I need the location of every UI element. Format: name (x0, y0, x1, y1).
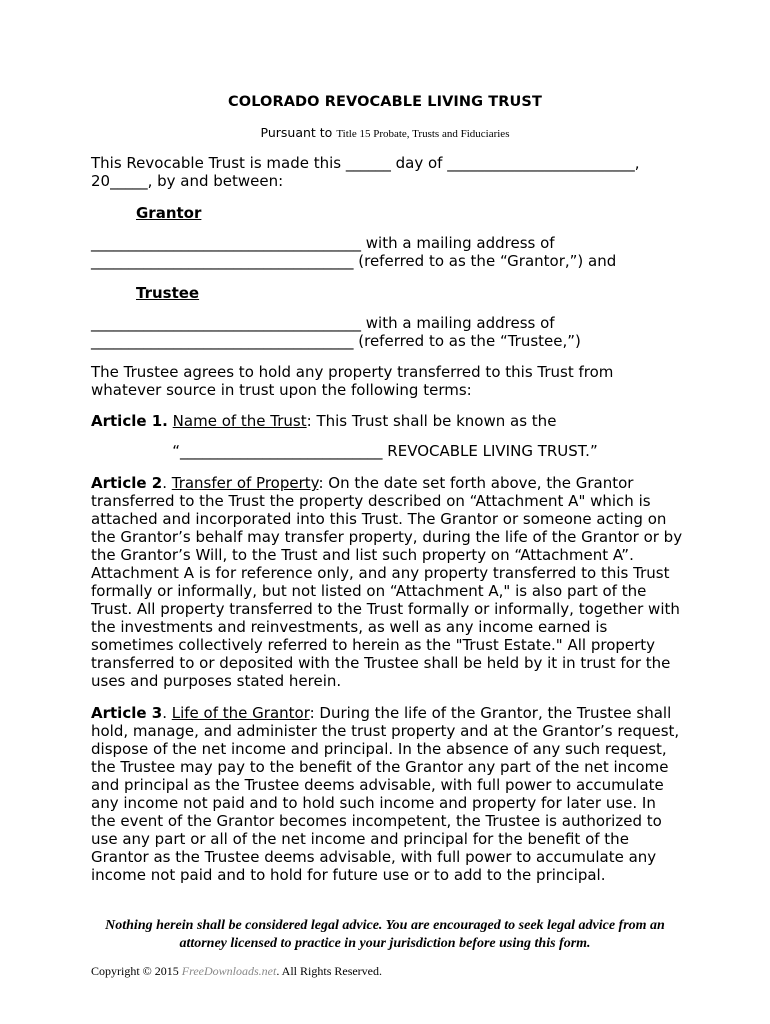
copyright-tail: . All Rights Reserved. (276, 964, 383, 978)
article-3-label: Article 3 (91, 704, 163, 722)
grantor-line-1: ____________________________________ with a mailing address of (91, 234, 555, 252)
article-2-heading: Transfer of Property (171, 474, 319, 492)
trustee-line-1: ____________________________________ with a mailing address of (91, 314, 555, 332)
article-1-label: Article 1. (91, 412, 168, 430)
article-1-text: : This Trust shall be known as the (306, 412, 557, 430)
article-2: Article 2. Transfer of Property: On the date set forth above, the Grantor transferred to the Trust the property described on “Attachment A" which is attached and incorporated into this Trust. The Grantor or someone acting on the Grantor’s behalf may transfer property, during the life of the Grantor or by the Grantor’s Will, to the Trust and list such property on “Attachment A”. Attachment A is for reference only, and any property transferred to this Trust formally or informally, but not listed on “Attachment A," is also part of the Trust. All property transferred to the Trust formally or informally, together with the investments and reinvestments, as well as any income earned is sometimes collectively referred to herein as the "Trust Estate." All property transferred to or deposited with the Trustee shall be held by it in trust for the uses and purposes stated herein. (91, 474, 683, 690)
subtitle-lead: Pursuant to (260, 125, 333, 140)
intro-line-2: 20_____, by and between: (91, 172, 284, 190)
agreement-paragraph: The Trustee agrees to hold any property transferred to this Trust from whatever source in trust upon the following terms: (91, 363, 614, 399)
copyright-notice (91, 964, 382, 979)
grantor-line-2: ___________________________________ (referred to as the “Grantor,”) and (91, 252, 617, 270)
article-2-label: Article 2 (91, 474, 163, 492)
document-subtitle (0, 125, 770, 140)
grantor-block (91, 234, 685, 270)
intro-line-1: This Revocable Trust is made this ______ day of _________________________, (91, 154, 640, 172)
article-3-text: : During the life of the Grantor, the Trustee shall hold, manage, and administer the trust property and at the Grantor’s request, dispose of the net income and principal. In the absence of any such request, the Trustee may pay to the benefit of the Grantor any part of the net income and principal as the Trustee deems advisable, with full power to accumulate any income not paid and to hold such income and property for later use. In the event of the Grantor becomes incompetent, the Trustee is authorized to use any part or all of the net income and principal for the benefit of the Grantor as the Trustee deems advisable, with full power to accumulate any income not paid and to hold for future use or to add to the principal. (91, 704, 680, 884)
trustee-line-2: ___________________________________ (referred to as the “Trustee,”) (91, 332, 581, 350)
intro-paragraph (91, 154, 685, 190)
grantor-heading: Grantor (136, 204, 202, 222)
article-1-heading: Name of the Trust (172, 412, 307, 430)
trustee-heading: Trustee (136, 284, 200, 302)
copyright-link[interactable]: FreeDownloads.net (181, 964, 277, 978)
article-3: Article 3. Life of the Grantor: During the life of the Grantor, the Trustee shall hold, manage, and administer the trust property and at the Grantor’s request, dispose of the net income and principal. In the absence of any such request, the Trustee may pay to the benefit of the Grantor any part of the net income and principal as the Trustee deems advisable, with full power to accumulate any income not paid and to hold such income and property for later use. In the event of the Grantor becomes incompetent, the Trustee is authorized to use any part or all of the net income and principal for the benefit of the Grantor as the Trustee deems advisable, with full power to accumulate any income not paid and to hold for future use or to add to the principal. (91, 704, 680, 884)
subtitle-law: Title 15 Probate, Trusts and Fiduciaries (336, 128, 510, 140)
trust-name-line: “___________________________ REVOCABLE LIVING TRUST.” (172, 442, 598, 460)
article-2-text: : On the date set forth above, the Grantor transferred to the Trust the property described on “Attachment A" which is attached and incorporated into this Trust. The Grantor or someone acting on the Grantor’s behalf may transfer property, during the life of the Grantor or by the Grantor’s Will, to the Trust and list such property on “Attachment A”. Attachment A is for reference only, and any property transferred to this Trust formally or informally, but not listed on “Attachment A," is also part of the Trust. All property transferred to the Trust formally or informally, together with the investments and reinvestments, as well as any income earned is sometimes collectively referred to herein as the "Trust Estate." All property transferred to or deposited with the Trustee shall be held by it in trust for the uses and purposes stated herein. (91, 474, 683, 690)
article-3-heading: Life of the Grantor (171, 704, 310, 722)
article-1 (91, 412, 685, 430)
copyright-lead: Copyright © 2015 (91, 964, 182, 978)
legal-disclaimer: Nothing herein shall be considered legal advice. You are encouraged to seek legal advice from an attorney licensed to practice in your jurisdiction before using this form. (105, 918, 665, 951)
document-title: COLORADO REVOCABLE LIVING TRUST (228, 94, 542, 110)
trustee-block (91, 314, 685, 350)
